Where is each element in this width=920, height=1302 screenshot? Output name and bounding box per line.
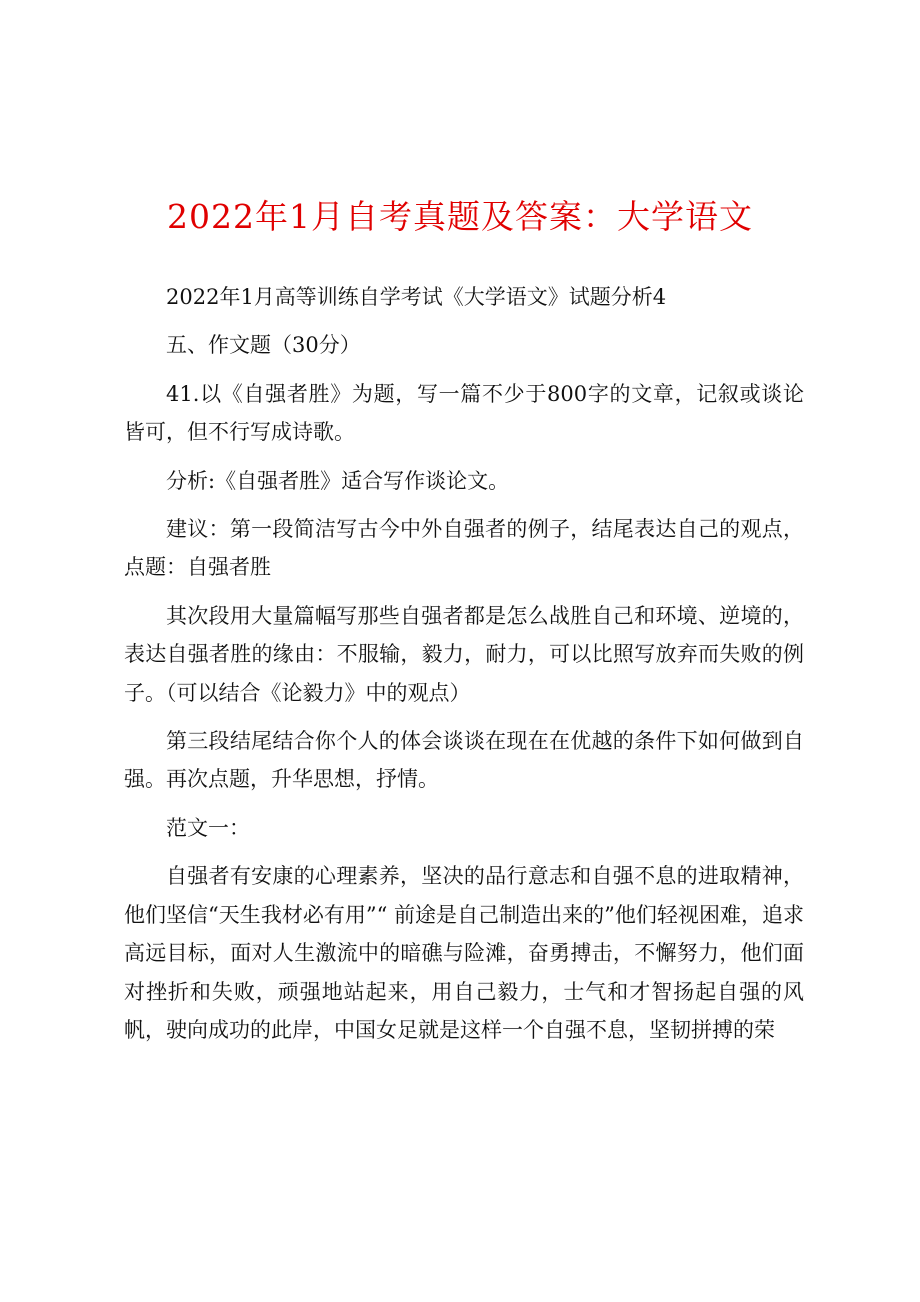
paragraph-suggestion: 建议：第一段简洁写古今中外自强者的例子，结尾表达自己的观点，点题：自强者胜 xyxy=(124,517,804,580)
paragraph-analysis: 分析:《自强者胜》适合写作谈论文。 xyxy=(166,468,510,493)
paragraph-sample-essay: 自强者有安康的心理素养，坚决的品行意志和自强不息的进取精神，他们坚信“天生我材必有用”“ 前途是自己制造出来的”他们轻视困难，追求高远目标，面对人生激流中的暗礁与险滩，奋勇搏击，不懈努力，他们面对挫折和失败，顽强地站起来，用自己毅力，士气和才智扬起自强的风帆，驶向成功的此岸，中国女足就是这样一个自强不息，坚韧拼搏的荣 xyxy=(124,864,804,1042)
paragraph-question: 41.以《自强者胜》为题，写一篇不少于800字的文章，记叙或谈论皆可，但不行写成诗歌。 xyxy=(124,381,804,445)
paragraph-second-section: 其次段用大量篇幅写那些自强者都是怎么战胜自己和环境、逆境的，表达自强者胜的缘由：不服输，毅力，耐力，可以比照写放弃而失败的例子。（可以结合《论毅力》中的观点） xyxy=(124,603,804,705)
paragraph-sample-label: 范文一： xyxy=(166,815,250,840)
paragraph-section-heading: 五、作文题（30分） xyxy=(166,333,361,358)
document-body xyxy=(124,278,804,1059)
document-title: 2022年1月自考真题及答案：大学语文 xyxy=(167,197,753,236)
paragraph-subtitle: 2022年1月高等训练自学考试《大学语文》试题分析4 xyxy=(166,285,667,309)
paragraph-third-section: 第三段结尾结合你个人的体会谈谈在现在在优越的条件下如何做到自强。再次点题，升华思想，抒情。 xyxy=(124,729,804,792)
